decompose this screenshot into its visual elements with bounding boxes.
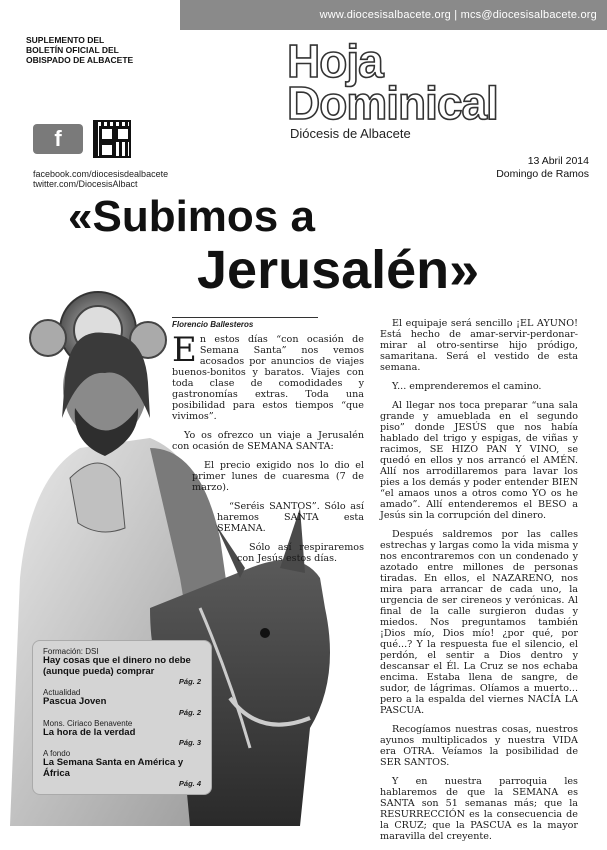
paragraph: Recogíamos nuestras cosas, nuestros ayunos multiplicados y nuestra VIDA era OTRA. Veíamos la posibilidad de SER SANTOS. bbox=[380, 724, 578, 768]
paragraph: El precio exigido nos lo dio el primer lunes de cuaresma (7 de marzo). bbox=[192, 460, 364, 493]
qr-code-icon bbox=[93, 120, 131, 158]
facebook-icon[interactable]: f bbox=[33, 124, 83, 154]
twitter-link[interactable]: twitter.com/DiocesisAlbact bbox=[33, 179, 138, 189]
drop-cap: E bbox=[172, 330, 197, 370]
paragraph: Después saldremos por las calles estrechas y largas como la vida misma y nos encontraremos con un condenado y azotado entre millones de personas tiradas. En ellos, el NAZARENO, nos mira para arrancar de cada uno, la urgencia de ser cireneos y verónicas. Al final de la calle surgieron dudas y miedos. Nos preguntamos también ¡Dios mío, Dios mío! ¿por qué, por qué...? Y la respuesta fue el silencio, el perdón, el sentir a Dios dentro y descansar el Él. La Cruz se nos echaba encima. Estaba llena de sangre, de sudor, de lágrimas. Olíamos a muerto... pero a la espalda del viernes NACÍA LA PASCUA. bbox=[380, 529, 578, 716]
paragraph: “Seréis SANTOS”. Sólo así haremos SANTA esta SEMANA. bbox=[217, 501, 364, 534]
table-of-contents bbox=[32, 640, 212, 795]
logo-dominical: Dominical bbox=[287, 77, 498, 129]
paragraph: Y en nuestra parroquia les hablaremos de que la SEMANA es SANTA son 51 semanas más; que la RESURRECCIÓN es la consecuencia de la CRUZ; que la PASCUA es la mayor maravilla del creyente. bbox=[380, 776, 578, 842]
article-column-1 bbox=[172, 330, 364, 572]
logo-hoja: Hoja bbox=[287, 35, 383, 87]
issue-date: 13 Abril 2014 Domingo de Ramos bbox=[496, 155, 589, 180]
contact-links[interactable]: www.diocesisalbacete.org | mcs@diocesisalbacete.org bbox=[319, 9, 597, 21]
paragraph: Sólo así respiraremos con Jesús estos días. bbox=[237, 542, 364, 564]
logo-subtitle: Diócesis de Albacete bbox=[290, 126, 411, 141]
headline-line2: Jerusalén» bbox=[197, 240, 480, 300]
social-links bbox=[33, 169, 168, 189]
facebook-link[interactable]: facebook.com/diocesisdealbacete bbox=[33, 169, 169, 179]
toc-item[interactable]: A fondo La Semana Santa en América y África Pág. 4 bbox=[43, 749, 201, 788]
paragraph: Y... emprenderemos el camino. bbox=[392, 381, 542, 392]
article-author: Florencio Ballesteros bbox=[172, 317, 318, 329]
toc-item[interactable]: Formación: DSI Hay cosas que el dinero no debe (aunque pueda) comprar Pág. 2 bbox=[43, 647, 201, 686]
paragraph: En estos días “con ocasión de Semana Santa” nos vemos acosados por anuncios de viajes buenos-bonitos y baratos. Viajes con toda clase de comodidades y gastronomías extras. Toda una posibilidad para estos tiempos “que vivimos”. bbox=[172, 330, 364, 422]
toc-item[interactable]: Actualidad Pascua Joven Pág. 2 bbox=[43, 688, 201, 717]
top-bar bbox=[180, 0, 607, 30]
paragraph: Al llegar nos toca preparar “una sala grande y amueblada en el segundo piso” donde JESÚS que nos había hablado del trigo y espigas, de viñas y racimos, SE HIZO PAN Y VINO, se quedó en ellos y nos arrancó el AMÉN. Allí nos arrodillaremos para lavar los pies a los demás y poder entender BIEN “el amaos unos a otros como YO os he amado”. Allí entenderemos el BESO a Jesús sin la corrupción del dinero. bbox=[380, 400, 578, 521]
supplement-label: SUPLEMENTO DEL BOLETÍN OFICIAL DEL OBISPADO DE ALBACETE bbox=[26, 35, 134, 65]
toc-item[interactable]: Mons. Ciriaco Benavente La hora de la verdad Pág. 3 bbox=[43, 718, 201, 747]
headline-line1: «Subimos a bbox=[68, 192, 315, 241]
article-column-2 bbox=[380, 318, 578, 850]
paragraph: El equipaje será sencillo ¡EL AYUNO! Está hecho de amar-servir-perdonar-mirar al otro-sentirse hijo pródigo, samaritana. Será el vestido de esta semana. bbox=[380, 318, 578, 373]
paragraph: Yo os ofrezco un viaje a Jerusalén con ocasión de SEMANA SANTA: bbox=[172, 430, 364, 452]
